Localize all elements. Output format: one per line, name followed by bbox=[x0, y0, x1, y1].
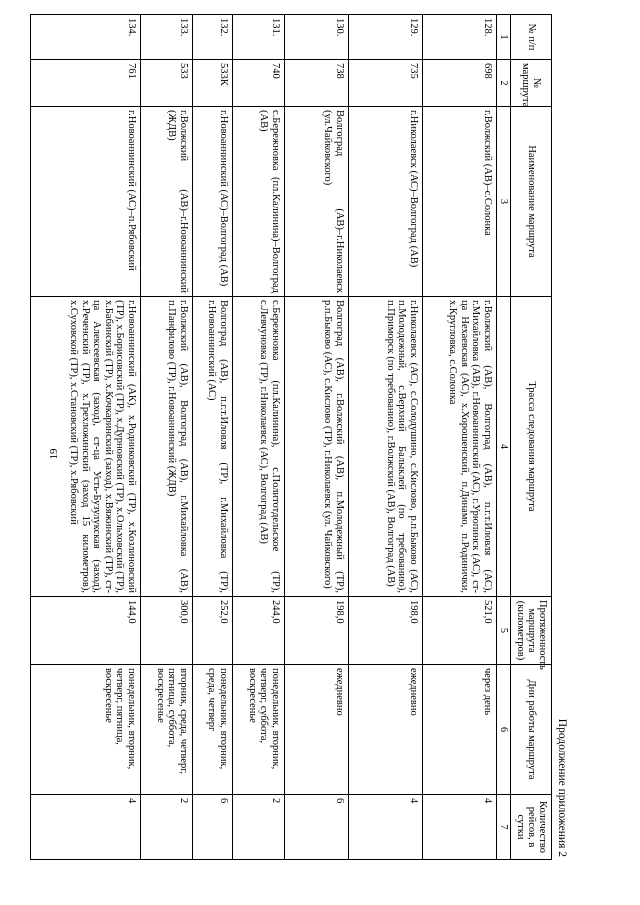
row-length: 198,0 bbox=[349, 597, 423, 665]
row-length: 144,0 bbox=[31, 597, 141, 665]
row-no: 128. bbox=[423, 15, 497, 60]
row-length: 198,0 bbox=[285, 597, 349, 665]
row-route-path: Волгоград (АВ), п.г.т.Иловля (ТР), г.Михайловка (ТР), г.Новоаннинский (АС) bbox=[193, 297, 233, 597]
header-route-path: Трасса следования маршрута bbox=[511, 297, 552, 597]
row-route-number: 738 bbox=[285, 60, 349, 107]
header-row bbox=[511, 15, 552, 860]
column-number: 6 bbox=[497, 665, 511, 795]
row-trips: 2 bbox=[233, 795, 285, 860]
row-no: 133. bbox=[141, 15, 193, 60]
header-days: Дни работы маршрута bbox=[511, 665, 552, 795]
row-days: понедельник, вторник, четверг, суббота, воскресенье bbox=[233, 665, 285, 795]
row-days: понедельник, вторник, среда, четверг bbox=[193, 665, 233, 795]
header-route-number: № маршрута bbox=[511, 60, 552, 107]
row-days: понедельник, вторник, четверг, пятница, воскресенье bbox=[31, 665, 141, 795]
row-route-number: 698 bbox=[423, 60, 497, 107]
page-number: 19 bbox=[48, 448, 60, 460]
row-trips: 4 bbox=[31, 795, 141, 860]
row-route-number: 533К bbox=[193, 60, 233, 107]
column-number: 5 bbox=[497, 597, 511, 665]
column-number: 3 bbox=[497, 107, 511, 297]
table-row bbox=[31, 15, 141, 860]
row-route-number: 761 bbox=[31, 60, 141, 107]
row-no: 131. bbox=[233, 15, 285, 60]
appendix-caption: Продолжение приложения 2 bbox=[556, 718, 568, 857]
row-route-number: 735 bbox=[349, 60, 423, 107]
row-length: 300,0 bbox=[141, 597, 193, 665]
rotated-page bbox=[6, 0, 566, 865]
row-route-path: г.Волжский (АВ), Волгоград (АВ), п.г.т.Иловля (АС), г.Михайловка (АВ), г.Новоаннинский (АС), г.Урюпинск (АС), ст-ца Нехаевская (АС), х.Хорошенский, п.Динамо, п.Родинички, х.Кругловка, с.Солонка bbox=[423, 297, 497, 597]
table-row bbox=[423, 15, 497, 860]
row-trips: 2 bbox=[141, 795, 193, 860]
row-no: 129. bbox=[349, 15, 423, 60]
table-row bbox=[233, 15, 285, 860]
row-trips: 6 bbox=[193, 795, 233, 860]
row-route-name: г.Николаевск (АС)–Волгоград (АВ) bbox=[349, 107, 423, 297]
table-row bbox=[141, 15, 193, 860]
row-days: ежедневно bbox=[349, 665, 423, 795]
row-route-name: г.Новоаннинский (АС)–Волгоград (АВ) bbox=[193, 107, 233, 297]
header-no: № п/п bbox=[511, 15, 552, 60]
header-length: Протяженность маршрута (километров) bbox=[511, 597, 552, 665]
row-route-path: г.Новоаннинский (АК), х.Родниковский (ТР), х.Козлиновский (ТР), х.Борисовский (ТР), х.Дурновский (ТР), х.Ольховский (ТР), х.Бабинский (ТР), х.Кочкаринский (заход), х.Вяжинский (ТР), ст-ца Алексеевская (заход), ст-ца Усть-Бузулукская (заход), х.Реченский (ТР), х.Трехложинский (заход 15 километров), х.Суховской (ТР), х.Становский (ТР), х.Рябовский bbox=[31, 297, 141, 597]
table-row bbox=[349, 15, 423, 860]
row-days: ежедневно bbox=[285, 665, 349, 795]
row-route-path: г.Волжский (АВ), Волгоград (АВ), г.Михайловка (АВ), п.Панфилово (ТР), г.Новоаннинский (ЖДВ) bbox=[141, 297, 193, 597]
row-length: 252,0 bbox=[193, 597, 233, 665]
row-trips: 4 bbox=[349, 795, 423, 860]
table-row bbox=[285, 15, 349, 860]
row-no: 134. bbox=[31, 15, 141, 60]
row-trips: 4 bbox=[423, 795, 497, 860]
row-days: через день bbox=[423, 665, 497, 795]
row-length: 521,0 bbox=[423, 597, 497, 665]
row-no: 132. bbox=[193, 15, 233, 60]
row-route-path: с.Бережновка (пл.Калинина), с.Политотдельское (ТР), с.Левчуновка (ТР), г.Николаевск (АС), Волгоград (АВ) bbox=[233, 297, 285, 597]
column-number: 1 bbox=[497, 15, 511, 60]
row-route-number: 740 bbox=[233, 60, 285, 107]
row-route-name: г.Волжский (АВ)–г.Новоаннинский (ЖДВ) bbox=[141, 107, 193, 297]
row-route-path: г.Николаевск (АС), с.Солодушино, с.Кислово, р.п.Быково (АС), п.Молодежный, с.Верхний Балыклей (по требованию), п.Приморск (по требованию), г.Волжский (АВ), Волгоград (АВ) bbox=[349, 297, 423, 597]
row-days: вторник, среда, четверг, пятница, суббота, воскресенье bbox=[141, 665, 193, 795]
column-number: 2 bbox=[497, 60, 511, 107]
row-route-name: с.Бережновка (пл.Калинина)–Волгоград (АВ) bbox=[233, 107, 285, 297]
row-route-number: 533 bbox=[141, 60, 193, 107]
row-no: 130. bbox=[285, 15, 349, 60]
row-trips: 6 bbox=[285, 795, 349, 860]
table-row bbox=[193, 15, 233, 860]
header-route-name: Наименование маршрута bbox=[511, 107, 552, 297]
row-route-name: г.Новоаннинский (АС)–п.Рябовский bbox=[31, 107, 141, 297]
row-route-name: Волгоград (АВ)–г.Николаевск (ул.Чайковского) bbox=[285, 107, 349, 297]
row-route-path: Волгоград (АВ), г.Волжский (АВ), п.Молодежный (ТР), р.п.Быково (АС), с.Кислово (ТР), г.Николаевск (ул. Чайковского) bbox=[285, 297, 349, 597]
row-length: 244,0 bbox=[233, 597, 285, 665]
column-number-row bbox=[497, 15, 511, 860]
header-trips: Количество рейсов, в сутки bbox=[511, 795, 552, 860]
routes-table bbox=[30, 14, 552, 860]
row-route-name: г.Волжский (АВ)–с.Солонка bbox=[423, 107, 497, 297]
column-number: 7 bbox=[497, 795, 511, 860]
column-number: 4 bbox=[497, 297, 511, 597]
